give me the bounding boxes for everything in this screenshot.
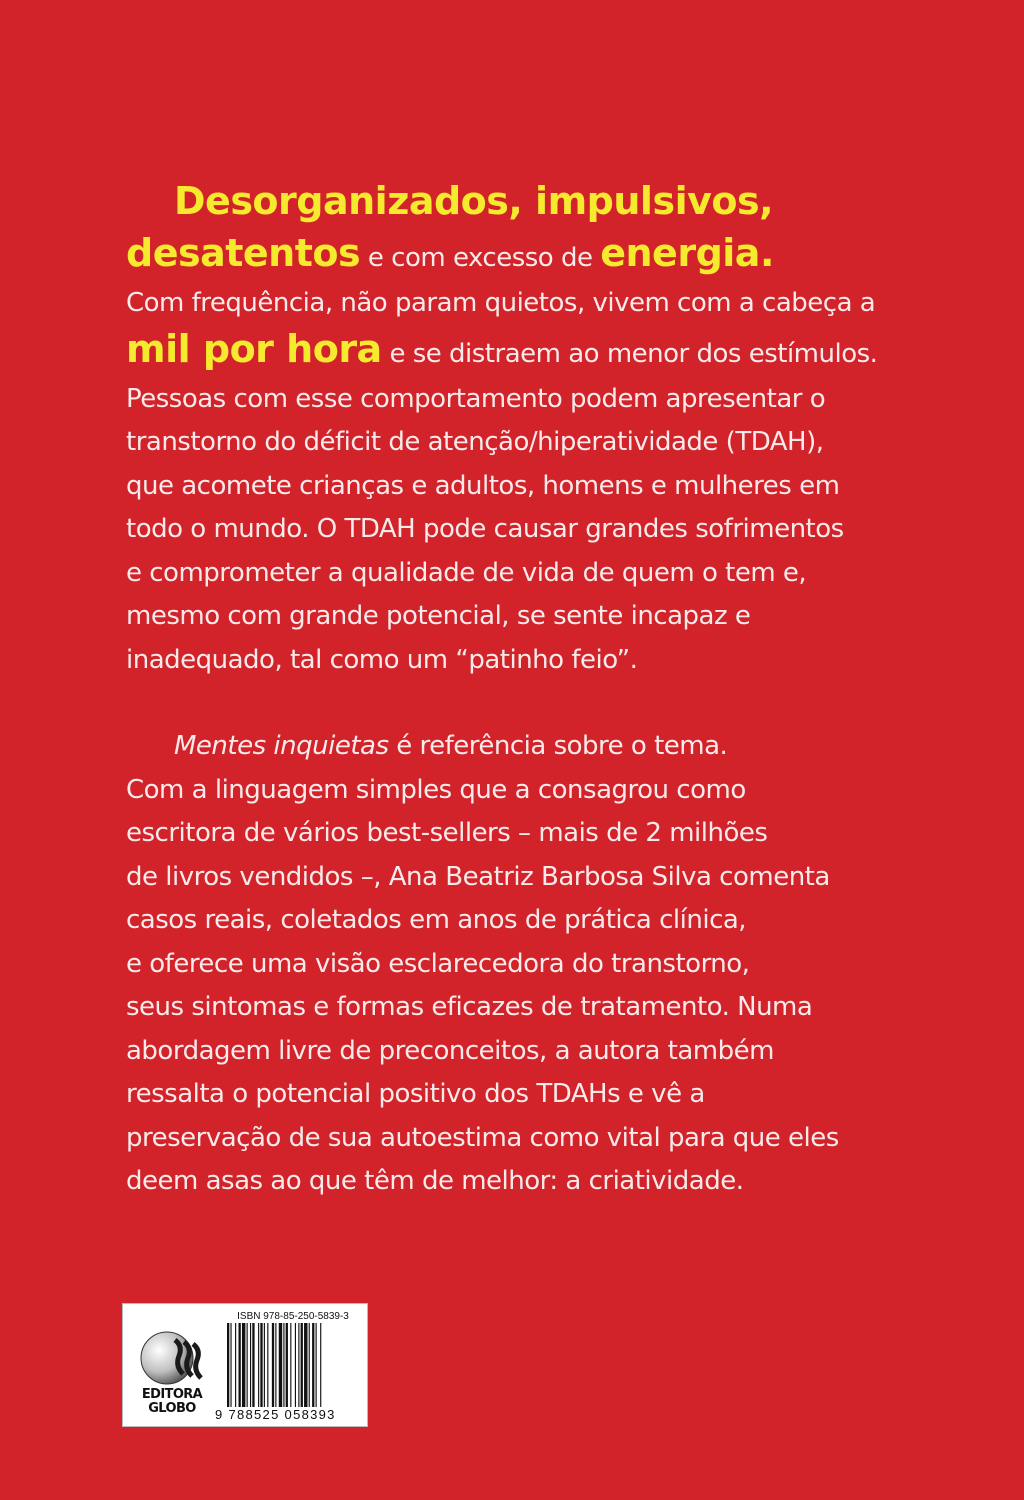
barcode-icon (227, 1323, 363, 1407)
body-line: todo o mundo. O TDAH pode causar grandes sofrimentos (126, 514, 844, 544)
headline-line-2-text: e com excesso de (367, 243, 593, 273)
publisher-name-2: GLOBO (148, 1401, 196, 1416)
book-title: Mentes inquietas (174, 731, 389, 761)
body-line: e comprometer a qualidade de vida de quem o tem e, (126, 557, 807, 588)
body-line: abordagem livre de preconceitos, a autora também (126, 1035, 774, 1066)
body-line: e oferece uma visão esclarecedora do transtorno, (126, 948, 750, 979)
body-line: de livros vendidos –, Ana Beatriz Barbosa Silva comenta (126, 861, 830, 892)
second-paragraph-first-line (126, 725, 906, 769)
body-line: Com a linguagem simples que a consagrou como (126, 774, 746, 805)
body-line: Com frequência, não param quietos, vivem com a cabeça a (126, 288, 876, 318)
body-line: que acomete crianças e adultos, homens e mulheres em (126, 470, 840, 501)
globe-icon (131, 1328, 213, 1388)
body-line: Pessoas com esse comportamento podem apresentar o (126, 383, 826, 414)
paragraph-gap (126, 682, 906, 725)
body-line: transtorno do déficit de atenção/hiperatividade (TDAH), (126, 427, 824, 457)
headline-highlight: Desorganizados, impulsivos, (174, 179, 774, 223)
body-line: preservação de sua autoestima como vital para que eles (126, 1122, 839, 1153)
body-line: escritora de vários best-sellers – mais de 2 milhões (126, 818, 768, 848)
barcode-panel (122, 1303, 368, 1427)
headline-line-2 (126, 230, 906, 282)
highlight-mil-por-hora: mil por hora (126, 326, 382, 371)
publisher-logo (131, 1328, 213, 1420)
body-line: deem asas ao que têm de melhor: a criatividade. (126, 1166, 744, 1196)
highlight-energia: energia. (600, 231, 774, 275)
body-line: mesmo com grande potencial, se sente incapaz e (126, 601, 751, 631)
isbn-label: ISBN 978-85-250-5839-3 (237, 1311, 349, 1322)
highlight-desatentos: desatentos (126, 231, 361, 275)
body-line: ressalta o potencial positivo dos TDAHs e vê a (126, 1079, 705, 1109)
headline-line-4-text: e se distraem ao menor dos estímulos. (389, 338, 878, 369)
body-line: seus sintomas e formas eficazes de tratamento. Numa (126, 992, 813, 1022)
first-line-rest: é referência sobre o tema. (396, 731, 728, 761)
headline-line-4 (126, 326, 906, 378)
headline-line-1 (126, 178, 906, 230)
barcode-digits: 9 788525 058393 (215, 1407, 336, 1422)
publisher-name-1: EDITORA (141, 1387, 203, 1402)
body-line: casos reais, coletados em anos de prática clínica, (126, 905, 747, 935)
body-line: inadequado, tal como um “patinho feio”. (126, 644, 638, 675)
back-cover-text (126, 178, 906, 1204)
